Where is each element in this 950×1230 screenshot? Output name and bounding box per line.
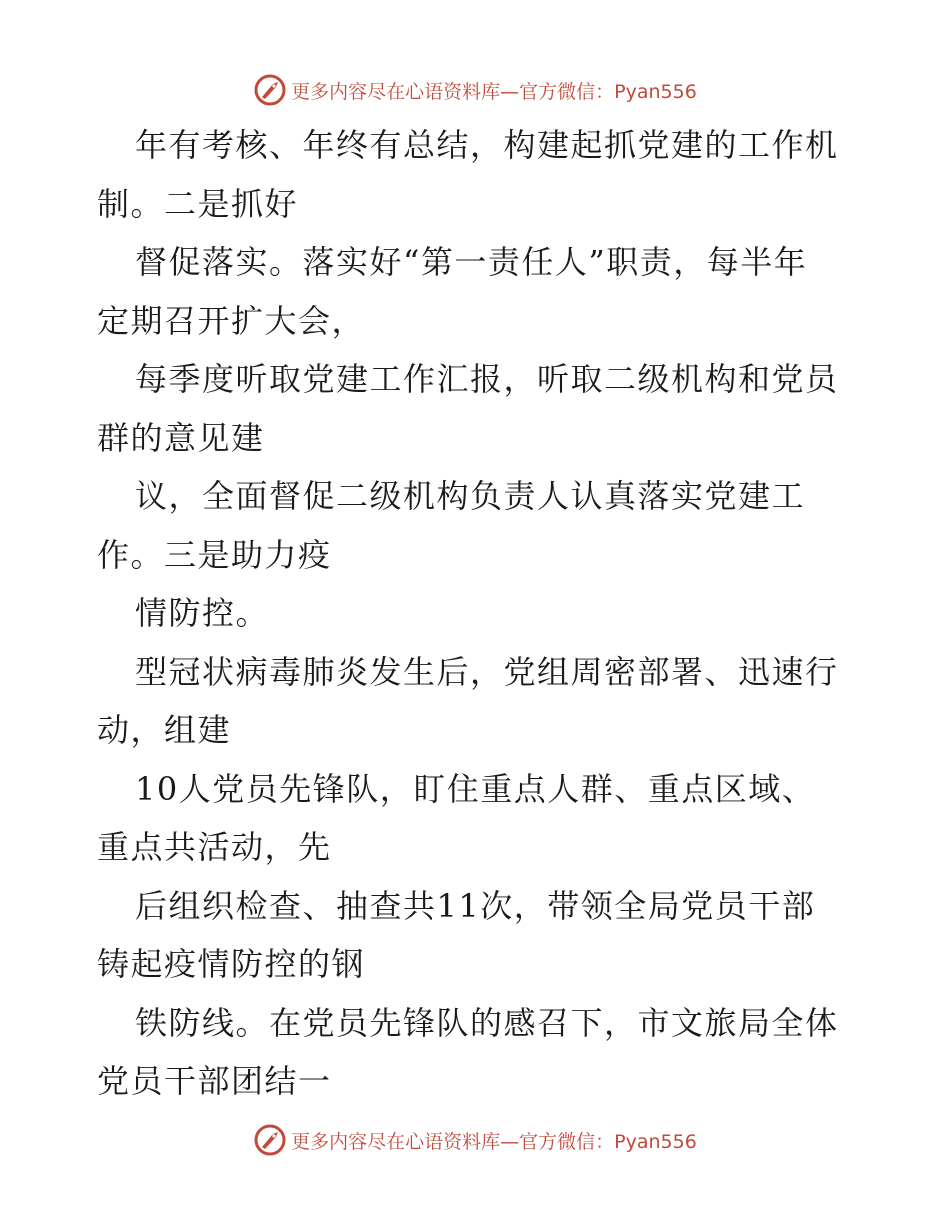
pen-nib-logo-icon [253, 73, 287, 107]
text-line: 重点共活动，先 [97, 828, 332, 866]
text-line: 型冠状病毒肺炎发生后，党组周密部署、迅速行 [135, 652, 839, 691]
text-line: 制。二是抓好 [97, 184, 299, 223]
text-line: 群的意见建 [97, 418, 265, 457]
text-line: 铁防线。在党员先锋队的感召下，市文旅局全体 [135, 1003, 839, 1042]
text-line: 议，全面督促二级机构负责人认真落实党建工 [135, 477, 806, 515]
document-body [97, 116, 857, 1111]
header-watermark-text: 更多内容尽在心语资料库—官方微信：Pyan556 [291, 80, 697, 103]
footer-watermark-banner [0, 1120, 950, 1160]
text-line: 后组织检查、抽查共11次，带领全局党员干部 [135, 886, 816, 925]
text-line: 每季度听取党建工作汇报，听取二级机构和党员 [135, 360, 839, 398]
text-line: 动，组建 [97, 711, 232, 749]
footer-watermark-text: 更多内容尽在心语资料库—官方微信：Pyan556 [291, 1130, 697, 1153]
pen-nib-logo-icon [253, 1123, 287, 1157]
header-watermark-banner [0, 70, 950, 110]
text-line: 10人党员先锋队，盯住重点人群、重点区域、 [135, 769, 816, 808]
text-line: 党员干部团结一 [97, 1062, 332, 1100]
text-line: 作。三是助力疫 [97, 535, 332, 574]
text-line: 年有考核、年终有总结，构建起抓党建的工作机 [135, 126, 839, 164]
text-line: 铸起疫情防控的钢 [97, 945, 366, 983]
text-line: 情防控。 [135, 594, 270, 632]
text-line: 督促落实。落实好“第一责任人”职责，每半年 [135, 243, 808, 281]
text-line: 定期召开扩大会， [97, 301, 366, 340]
